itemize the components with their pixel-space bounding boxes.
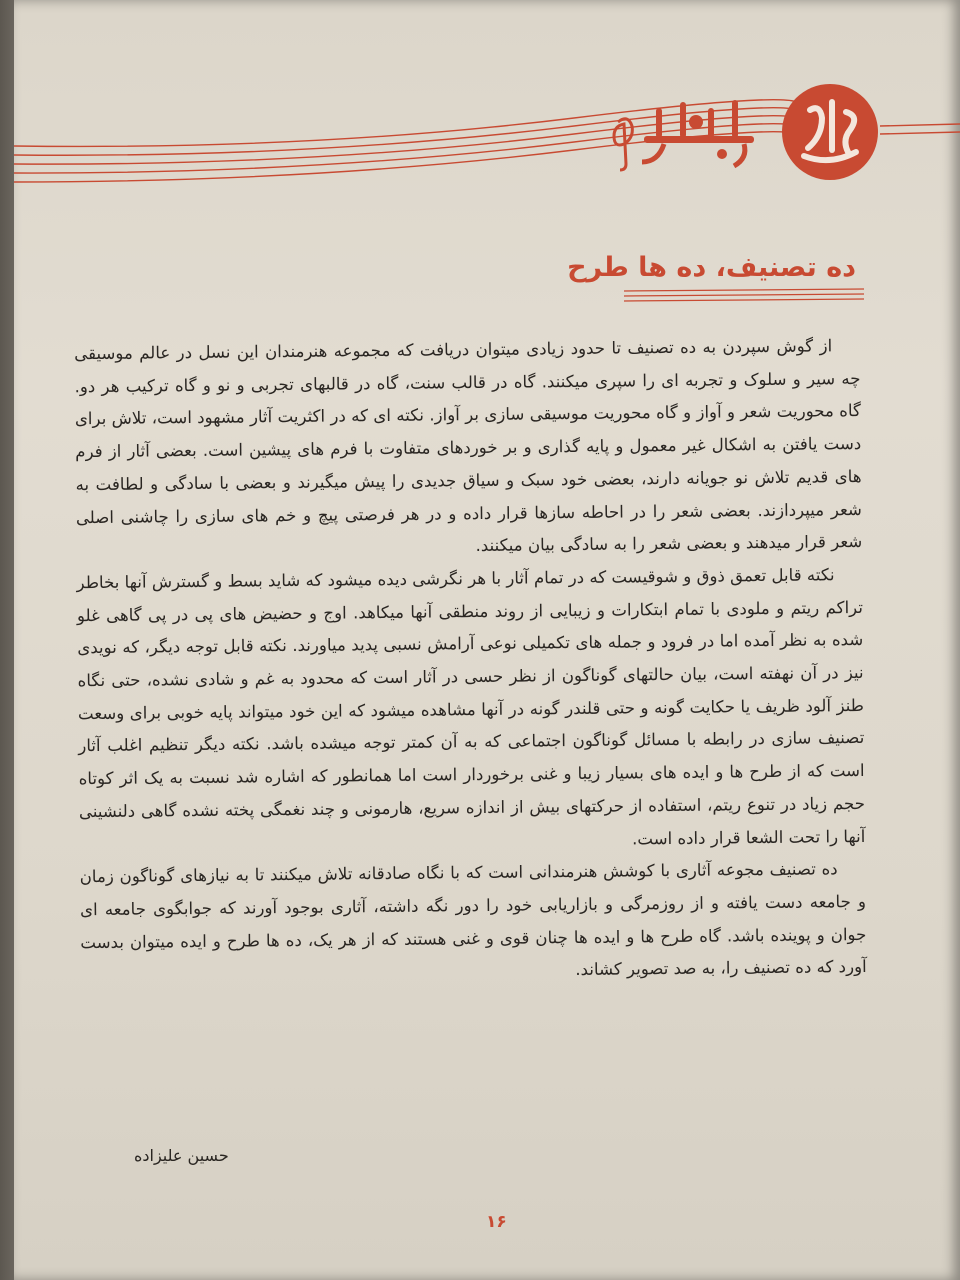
logo-badge-icon [780, 82, 880, 182]
saz-avaz-logo [604, 78, 774, 188]
book-page [14, 0, 960, 1280]
article-title: ده تصنیف، ده ها طرح [567, 252, 856, 283]
article-paragraph: نکته قابل تعمق ذوق و شوقیست که در تمام آثار با هر نگرشی دیده میشود که شاید بسط و گسترش آنها بخاطر تراکم ریتم و ملودی با تمام ابتکارات و زیبایی از روند منطقی آنها میکاهد. اوج و حضیض های پی در پی گاهی غلو شده به نظر آمده اما در فرود و جمله های تکمیلی نوعی آرامش نسبی پدید میاورند. نکته قابل توجه دیگر، که نویدی نیز در آن نهفته است، بیان حالتهای گوناگون از نظر حسی در آثار است که محدود به غم و شادی نشده، حتی نگاه طنز آلود ظریف یا حکایت گونه و حتی قلندر گونه در آنها مشاهده میشود که این خود میتواند پایه خوبی برای وسعت تصنیف سازی در رابطه با مسائل گوناگون اجتماعی که به آن کمتر توجه میشده باشد. نکته دیگر تنظیم اغلب آثار است که از طرح ها و ایده های بسیار زیبا و غنی برخوردار است اما همانطور که اشاره شد نسبت به یک اثر کوتاه حجم زیاد در تنوع ریتم، استفاده از حرکتهای بیش از اندازه سریع، هارمونی و چند نغمگی پخته نشده گاهی دلنشینی آنها را تحت الشعا قرار داده است. [76, 565, 866, 848]
article-paragraph: ده تصنیف مجوعه آثاری با کوشش هنرمندانی است که با نگاه صادقانه تلاش میکنند تا به نیازهای گوناگون زمان و جامعه دست یافته و از روزمرگی و بازاریابی خود را دور نگه داشته، آثاری بوجود آورند که جوابگوی جامعه ای جوان و پوینده باشد. گاه طرح ها و ایده ها چنان قوی و غنی هستند که از هر یک، ده ها طرح و ایده میتوان بدست آورد که ده تصنیف را، به صد تصویر کشاند. [79, 859, 867, 980]
article-paragraph: از گوش سپردن به ده تصنیف تا حدود زیادی میتوان دریافت که مجموعه هنرمندان این نسل در عالم موسیقی چه سیر و سلوک و تجربه ای را سپری میکنند. گاه در قالب سنت، گاه در قالبهای تجربی و نو و گاه ترکیب هر دو. گاه محوریت شعر و آواز و گاه محوریت موسیقی سازی بر آواز. نکته ای که در اکثریت آثار مشهود است، تلاش برای دست یافتن به اشکال غیر معمول و پایه گذاری و بر خوردهای متفاوت با فرم های پیشین است. بعضی آثار از فرم های قدیم تلاش نو جویانه دارند، بعضی خود سبک و سیاق جدیدی را پیش میگیرند و بعضی با سادگی و لطافت به شعر میپردازند. بعضی شعر را در احاطه سازها قرار داده و در هر فرصتی پیچ و خم های سازی را چاشنی اصلی شعر قرار میدهند و بعضی شعر را به سادگی بیان میکنند. [74, 336, 863, 556]
title-underline-decoration [624, 288, 864, 302]
author-signature: حسین علیزاده [134, 1146, 229, 1165]
page-number: ۱۶ [486, 1212, 507, 1232]
article-body [74, 330, 867, 992]
